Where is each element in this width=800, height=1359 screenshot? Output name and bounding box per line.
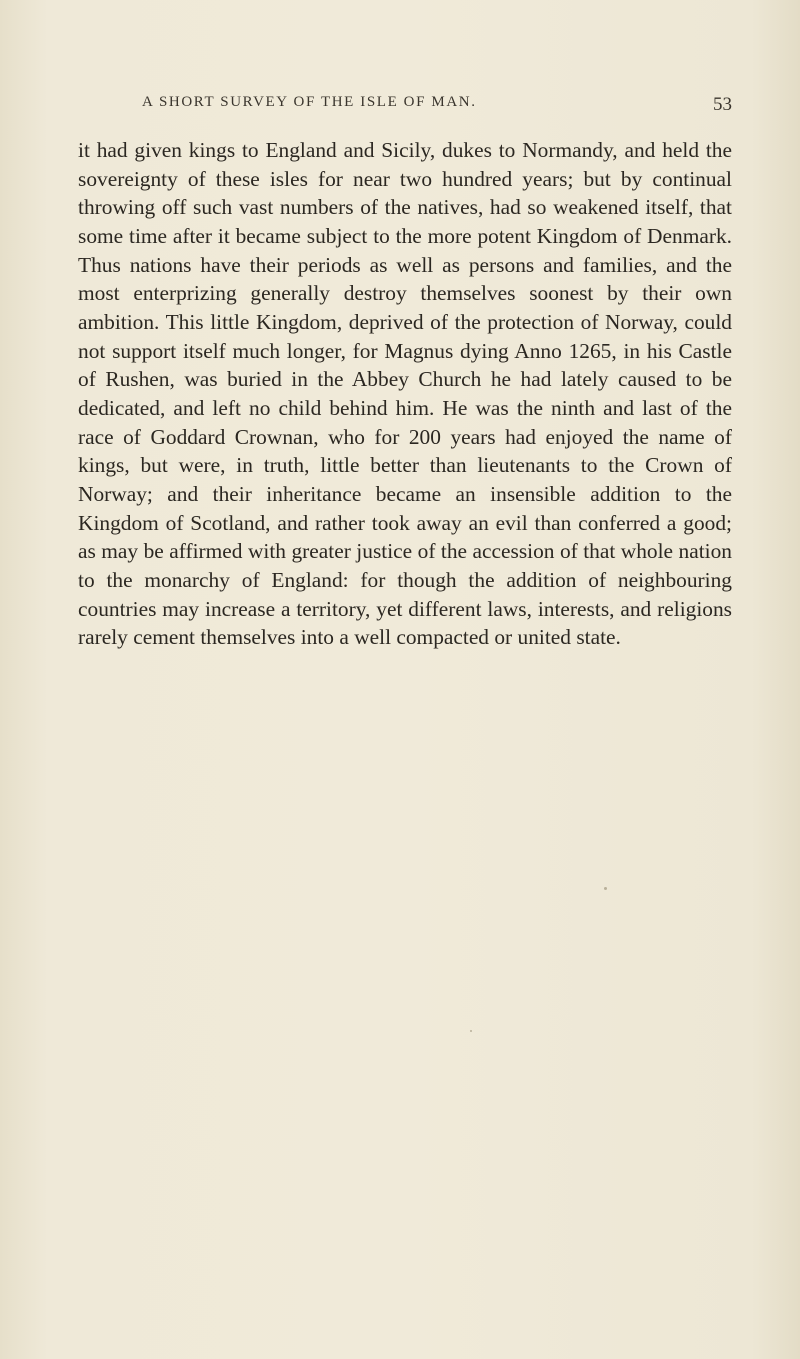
running-head [142, 94, 732, 120]
paper-speck [604, 887, 607, 890]
body-paragraph: it had given kings to England and Sicily, dukes to Normandy, and held the sovereignty of these isles for near two hundred years; but by continual throwing off such vast numbers of the natives, had so weakened itself, that some time after it became subject to the more potent Kingdom of Denmark. Thus nations have their periods as well as persons and families, and the most enterprizing generally destroy themselves soonest by their own ambition. This little Kingdom, deprived of the protection of Norway, could not support itself much longer, for Magnus dying Anno 1265, in his Castle of Rushen, was buried in the Abbey Church he had lately caused to be dedicated, and left no child behind him. He was the ninth and last of the race of Goddard Crownan, who for 200 years had enjoyed the name of kings, but were, in truth, little better than lieutenants to the Crown of Norway; and their inheritance became an insensible addition to the Kingdom of Scotland, and rather took away an evil than conferred a good; as may be affirmed with greater justice of the accession of that whole nation to the monarchy of England: for though the addition of neighbouring countries may increase a territory, yet different laws, interests, and religions rarely cement themselves into a well compacted or united state. [78, 138, 732, 650]
paper-speck [470, 1030, 472, 1032]
page-number: 53 [713, 94, 732, 115]
running-title: A SHORT SURVEY OF THE ISLE OF MAN. [142, 94, 477, 110]
